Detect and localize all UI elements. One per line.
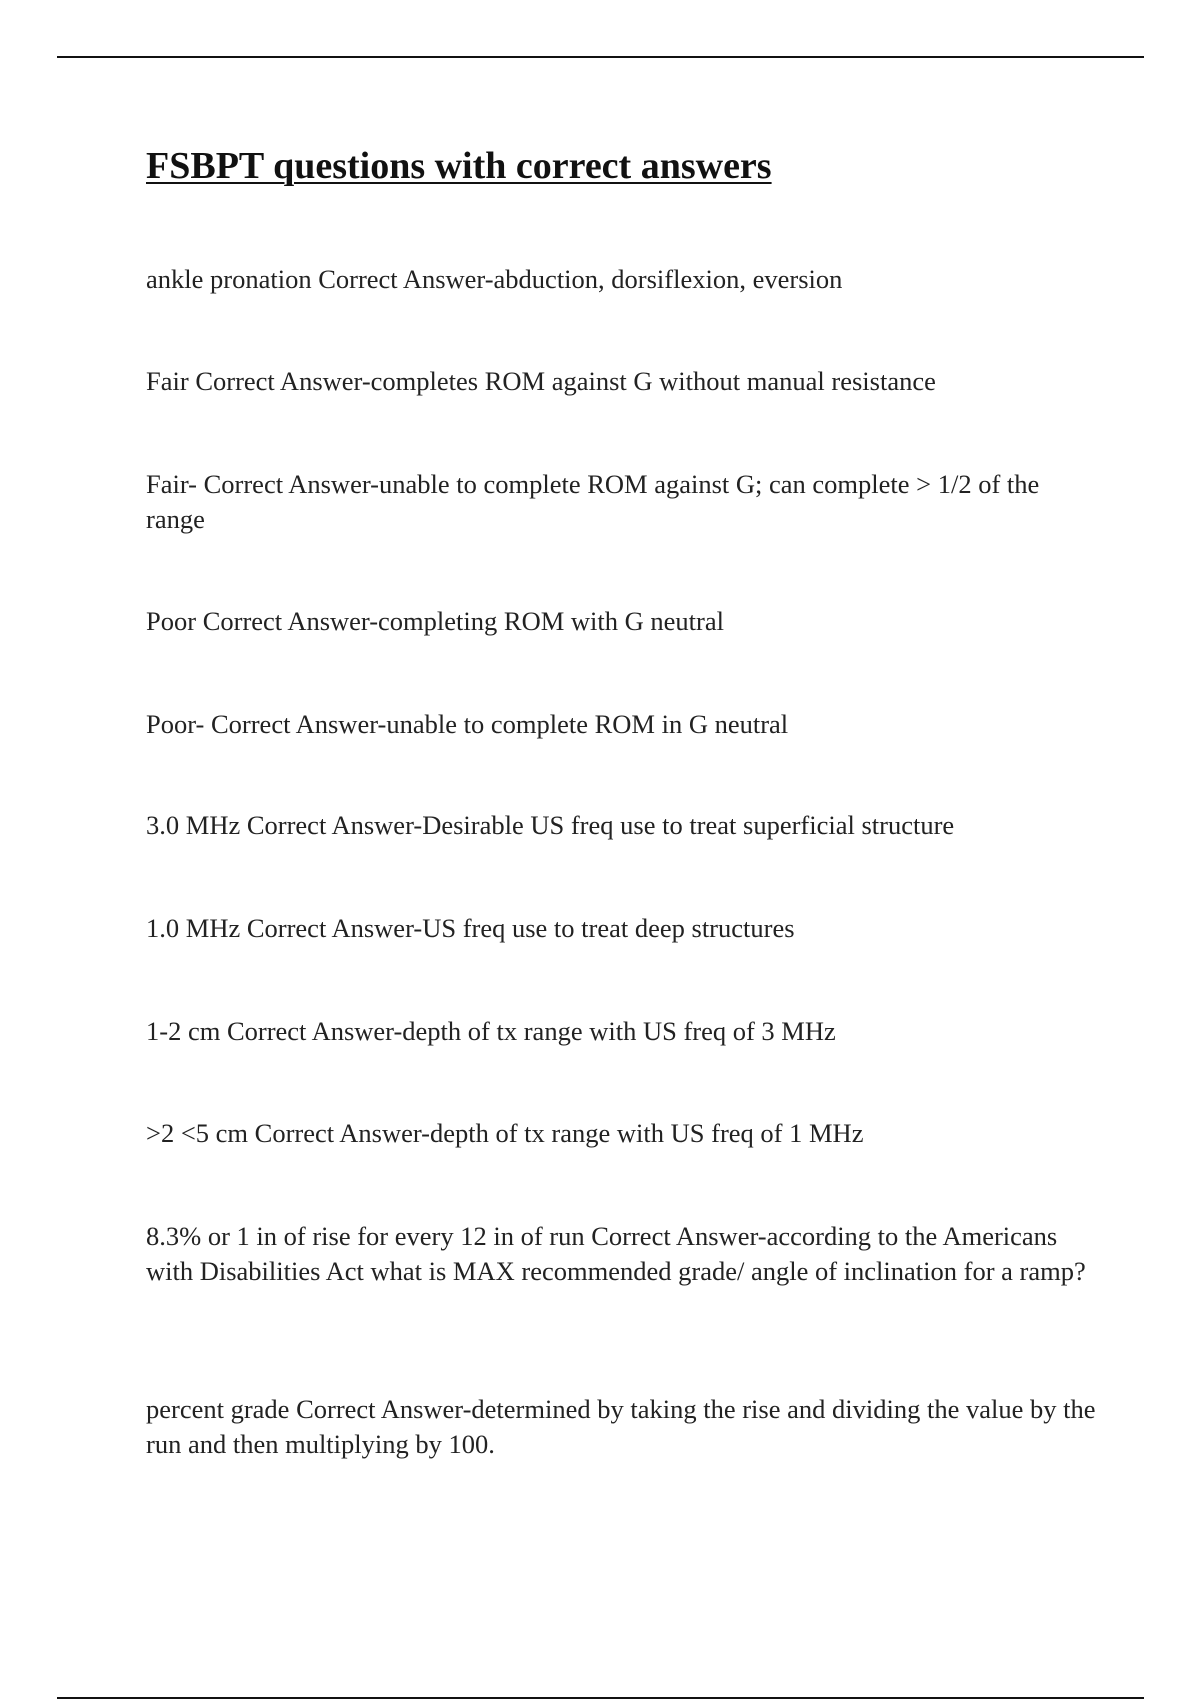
qa-answer: abduction, dorsiflexion, eversion [493,264,843,294]
qa-answer: completes ROM against G without manual resistance [370,366,936,396]
qa-item [146,707,1096,742]
qa-item [146,911,1096,946]
qa-answer: completing ROM with G neutral [378,606,724,636]
page-title: FSBPT questions with correct answers [146,145,772,187]
qa-term: Poor- [146,709,205,739]
qa-answer: according to the Americans with Disabilities Act what is MAX recommended grade/ angle of inclination for a ramp? [146,1221,1086,1286]
qa-separator: Correct Answer- [311,264,494,294]
qa-separator: Correct Answer- [196,606,379,636]
qa-term: Fair [146,366,189,396]
qa-term: Fair- [146,469,197,499]
qa-answer: Desirable US freq use to treat superficial structure [422,810,955,840]
qa-item [146,604,1096,639]
qa-term: ankle pronation [146,264,312,294]
qa-answer: depth of tx range with US freq of 1 MHz [429,1118,864,1148]
qa-item [146,808,1096,843]
qa-item [146,364,1096,399]
qa-item [146,1219,1096,1289]
qa-term: 1.0 MHz [146,913,241,943]
qa-answer: US freq use to treat deep structures [422,913,795,943]
qa-answer: unable to complete ROM against G; can complete > 1/2 of the range [146,469,1040,534]
qa-separator: Correct Answer- [289,1394,472,1424]
header-rule [57,56,1144,58]
qa-separator: Correct Answer- [188,366,371,396]
footer-rule [57,1697,1144,1699]
qa-answer: determined by taking the rise and dividing the value by the run and then multiplying by 100. [146,1394,1096,1459]
qa-term: percent grade [146,1394,290,1424]
qa-term: Poor [146,606,197,636]
qa-separator: Correct Answer- [240,810,423,840]
qa-separator: Correct Answer- [248,1118,430,1148]
qa-item [146,1116,1096,1151]
qa-term: 3.0 MHz [146,810,241,840]
qa-term: 8.3% or 1 in of rise for every 12 in of run [146,1221,585,1251]
qa-answer: unable to complete ROM in G neutral [386,709,789,739]
qa-item [146,1014,1096,1049]
qa-item [146,1392,1096,1462]
qa-separator: Correct Answer- [220,1016,403,1046]
qa-separator: Correct Answer- [240,913,423,943]
qa-item [146,262,1096,297]
qa-term: 1-2 cm [146,1016,221,1046]
qa-separator: Correct Answer- [584,1221,767,1251]
qa-term: >2 <5 cm [146,1118,249,1148]
qa-separator: Correct Answer- [204,709,387,739]
qa-answer: depth of tx range with US freq of 3 MHz [402,1016,836,1046]
qa-separator: Correct Answer- [196,469,379,499]
qa-item [146,467,1096,537]
document-page [146,140,1096,1459]
